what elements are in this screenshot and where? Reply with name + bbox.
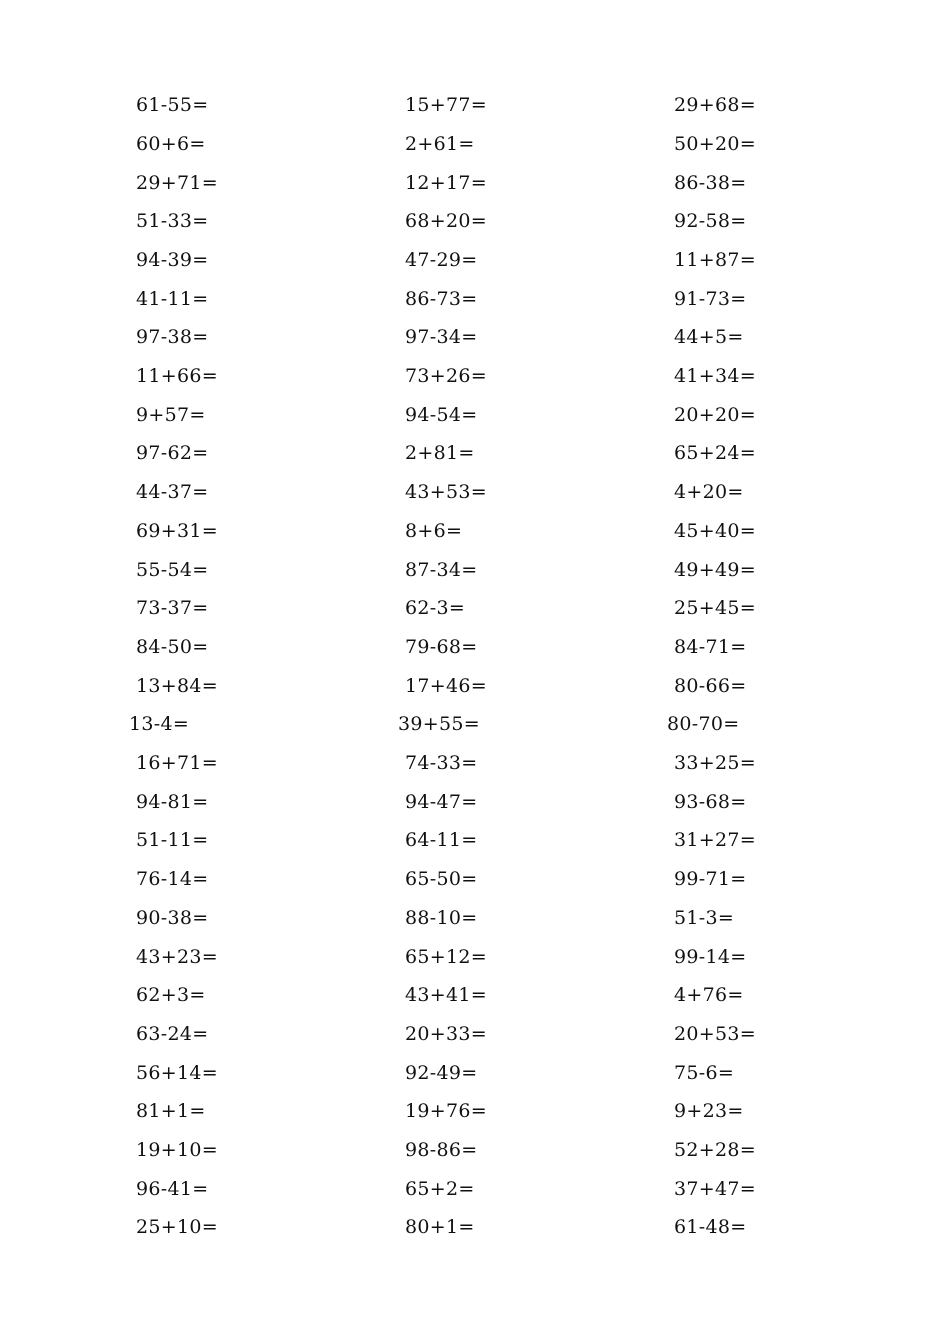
problem-row (0, 1131, 950, 1170)
problem-row (0, 1054, 950, 1093)
arithmetic-problem: 9+57= (136, 404, 206, 426)
arithmetic-problem: 11+87= (674, 249, 756, 271)
arithmetic-problem: 51-11= (136, 829, 209, 851)
problem-row (0, 938, 950, 977)
problem-row (0, 1092, 950, 1131)
arithmetic-problem: 16+71= (136, 752, 218, 774)
arithmetic-problem: 94-54= (405, 404, 478, 426)
arithmetic-problem: 81+1= (136, 1100, 206, 1122)
problem-row (0, 202, 950, 241)
arithmetic-problem: 25+10= (136, 1216, 218, 1238)
arithmetic-problem: 93-68= (674, 791, 747, 813)
arithmetic-problem: 97-38= (136, 326, 209, 348)
arithmetic-problem: 94-81= (136, 791, 209, 813)
arithmetic-problem: 62+3= (136, 984, 206, 1006)
arithmetic-problem: 52+28= (674, 1139, 756, 1161)
arithmetic-problem: 45+40= (674, 520, 756, 542)
arithmetic-problem: 75-6= (674, 1062, 735, 1084)
problem-row (0, 86, 950, 125)
arithmetic-problem: 43+53= (405, 481, 487, 503)
arithmetic-problem: 99-14= (674, 946, 747, 968)
problem-row (0, 280, 950, 319)
arithmetic-problem: 31+27= (674, 829, 756, 851)
arithmetic-problem: 64-11= (405, 829, 478, 851)
problem-row (0, 1208, 950, 1247)
arithmetic-problem: 99-71= (674, 868, 747, 890)
problem-row (0, 396, 950, 435)
arithmetic-problem: 73-37= (136, 597, 209, 619)
arithmetic-problem: 20+20= (674, 404, 756, 426)
arithmetic-problem: 65-50= (405, 868, 478, 890)
arithmetic-problem: 20+33= (405, 1023, 487, 1045)
arithmetic-problem: 65+24= (674, 442, 756, 464)
arithmetic-problem: 8+6= (405, 520, 463, 542)
problem-row (0, 705, 950, 744)
arithmetic-problem: 84-50= (136, 636, 209, 658)
arithmetic-problem: 86-73= (405, 288, 478, 310)
problem-row (0, 1015, 950, 1054)
arithmetic-problem: 80-66= (674, 675, 747, 697)
problem-row (0, 241, 950, 280)
problem-row (0, 628, 950, 667)
arithmetic-problem: 73+26= (405, 365, 487, 387)
problem-row (0, 318, 950, 357)
arithmetic-problem: 65+12= (405, 946, 487, 968)
arithmetic-problem: 39+55= (398, 713, 480, 735)
arithmetic-problem: 49+49= (674, 559, 756, 581)
problem-row (0, 512, 950, 551)
problem-row (0, 589, 950, 628)
problem-row (0, 473, 950, 512)
arithmetic-problem: 17+46= (405, 675, 487, 697)
arithmetic-problem: 92-49= (405, 1062, 478, 1084)
arithmetic-problem: 79-68= (405, 636, 478, 658)
arithmetic-problem: 88-10= (405, 907, 478, 929)
arithmetic-problem: 69+31= (136, 520, 218, 542)
arithmetic-problem: 56+14= (136, 1062, 218, 1084)
problem-row (0, 783, 950, 822)
arithmetic-problem: 47-29= (405, 249, 478, 271)
arithmetic-problem: 61-55= (136, 94, 209, 116)
arithmetic-problem: 44+5= (674, 326, 744, 348)
arithmetic-problem: 50+20= (674, 133, 756, 155)
arithmetic-problem: 44-37= (136, 481, 209, 503)
arithmetic-problem: 13-4= (129, 713, 190, 735)
arithmetic-problem: 90-38= (136, 907, 209, 929)
arithmetic-problem: 4+20= (674, 481, 744, 503)
arithmetic-problem: 43+23= (136, 946, 218, 968)
problem-row (0, 744, 950, 783)
arithmetic-problem: 96-41= (136, 1178, 209, 1200)
arithmetic-problem: 76-14= (136, 868, 209, 890)
arithmetic-problem: 87-34= (405, 559, 478, 581)
arithmetic-problem: 94-47= (405, 791, 478, 813)
arithmetic-problem: 41-11= (136, 288, 209, 310)
arithmetic-problem: 15+77= (405, 94, 487, 116)
arithmetic-problem: 80-70= (667, 713, 740, 735)
arithmetic-problem: 98-86= (405, 1139, 478, 1161)
arithmetic-problem: 43+41= (405, 984, 487, 1006)
arithmetic-problem: 61-48= (674, 1216, 747, 1238)
arithmetic-problem: 92-58= (674, 210, 747, 232)
arithmetic-problem: 9+23= (674, 1100, 744, 1122)
arithmetic-problem: 62-3= (405, 597, 466, 619)
problem-row (0, 899, 950, 938)
arithmetic-problem: 41+34= (674, 365, 756, 387)
arithmetic-problem: 60+6= (136, 133, 206, 155)
arithmetic-problem: 29+71= (136, 172, 218, 194)
arithmetic-problem: 29+68= (674, 94, 756, 116)
arithmetic-problem: 12+17= (405, 172, 487, 194)
arithmetic-problem: 74-33= (405, 752, 478, 774)
arithmetic-problem: 4+76= (674, 984, 744, 1006)
arithmetic-problem: 63-24= (136, 1023, 209, 1045)
arithmetic-problem: 97-34= (405, 326, 478, 348)
arithmetic-problem: 25+45= (674, 597, 756, 619)
arithmetic-problem: 51-33= (136, 210, 209, 232)
arithmetic-problem: 94-39= (136, 249, 209, 271)
arithmetic-problem: 86-38= (674, 172, 747, 194)
arithmetic-problem: 2+61= (405, 133, 475, 155)
arithmetic-problem: 68+20= (405, 210, 487, 232)
arithmetic-problem: 65+2= (405, 1178, 475, 1200)
problem-row (0, 357, 950, 396)
arithmetic-problem: 13+84= (136, 675, 218, 697)
arithmetic-problem: 80+1= (405, 1216, 475, 1238)
arithmetic-problem: 19+76= (405, 1100, 487, 1122)
arithmetic-problem: 11+66= (136, 365, 218, 387)
arithmetic-problem: 55-54= (136, 559, 209, 581)
problem-row (0, 434, 950, 473)
arithmetic-problem: 33+25= (674, 752, 756, 774)
arithmetic-problem: 2+81= (405, 442, 475, 464)
arithmetic-problem: 51-3= (674, 907, 735, 929)
arithmetic-problem: 97-62= (136, 442, 209, 464)
arithmetic-problem: 19+10= (136, 1139, 218, 1161)
arithmetic-problem: 84-71= (674, 636, 747, 658)
problem-row (0, 976, 950, 1015)
arithmetic-problem: 37+47= (674, 1178, 756, 1200)
problem-row (0, 125, 950, 164)
arithmetic-problem: 91-73= (674, 288, 747, 310)
problem-row (0, 551, 950, 590)
arithmetic-problem: 20+53= (674, 1023, 756, 1045)
problem-row (0, 164, 950, 203)
problem-row (0, 667, 950, 706)
problem-row (0, 860, 950, 899)
problem-row (0, 821, 950, 860)
problem-row (0, 1170, 950, 1209)
